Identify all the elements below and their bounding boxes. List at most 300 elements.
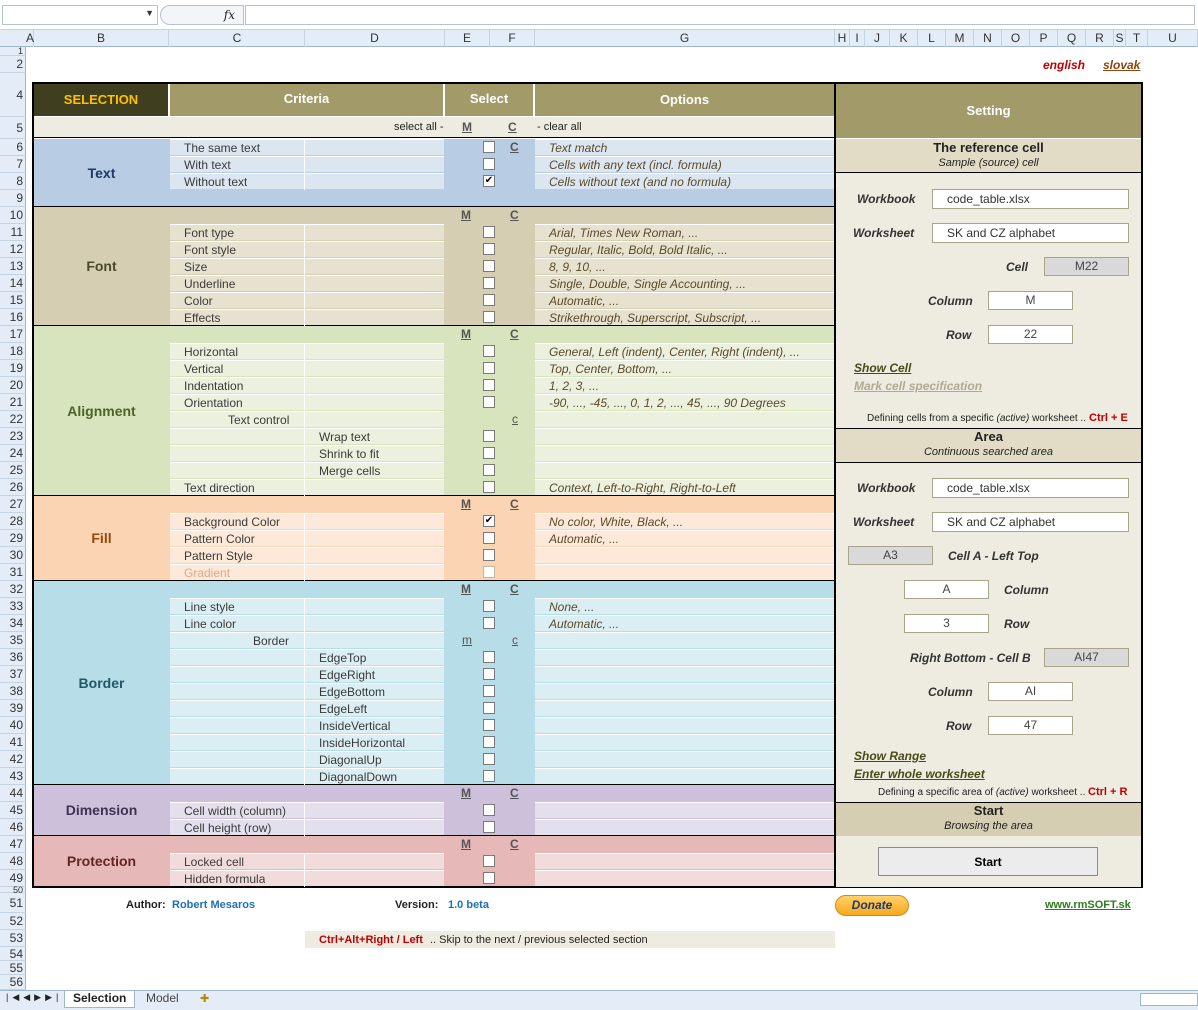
row-header-7[interactable]: 7 (0, 156, 26, 173)
row-header-27[interactable]: 27 (0, 496, 26, 513)
criteria-divider (304, 547, 305, 564)
row-header-15[interactable]: 15 (0, 292, 26, 309)
ref-worksheet-field[interactable]: SK and CZ alphabet (932, 223, 1129, 243)
criteria-divider (304, 717, 305, 734)
row-header-31[interactable]: 31 (0, 564, 26, 581)
criteria-divider (304, 377, 305, 394)
row-header-28[interactable]: 28 (0, 513, 26, 530)
criteria-divider (304, 853, 305, 870)
criteria-label: Line style (184, 600, 235, 614)
section-font-m-link[interactable]: M (461, 208, 471, 222)
criteria-divider (304, 462, 305, 479)
criteria-divider (304, 360, 305, 377)
criteria-label: Font type (184, 226, 235, 240)
option-text: Regular, Italic, Bold, Bold Italic, ... (549, 243, 728, 257)
criteria-cell-border-5 (170, 683, 444, 699)
ref-column-label: Column (928, 294, 973, 308)
criteria-label: Text control (228, 413, 290, 427)
criteria-divider (304, 751, 305, 768)
criteria-label: Pattern Style (184, 549, 253, 563)
criteria-divider (304, 615, 305, 632)
column-header-G[interactable]: G (535, 30, 835, 47)
clear-all-link[interactable]: - clear all (537, 121, 582, 133)
option-cell-alignment-6 (535, 445, 834, 461)
criteria-label: Gradient (184, 566, 231, 580)
checkbox-text-0[interactable] (483, 141, 495, 153)
criteria-divider (304, 598, 305, 615)
criteria-label: EdgeTop (319, 651, 367, 665)
criteria-label: Underline (184, 277, 236, 291)
criteria-divider (304, 632, 305, 649)
row-header-24[interactable]: 24 (0, 445, 26, 462)
checkbox-alignment-3[interactable] (483, 396, 495, 408)
criteria-label: With text (184, 158, 231, 172)
row-header-10[interactable]: 10 (0, 207, 26, 224)
row-header-56[interactable]: 56 (0, 975, 26, 990)
option-text: Top, Center, Bottom, ... (549, 362, 672, 376)
group-c-link[interactable]: c (512, 412, 518, 426)
criteria-label: The same text (184, 141, 261, 155)
row-header-11[interactable]: 11 (0, 224, 26, 241)
ref-workbook-field[interactable]: code_table.xlsx (932, 189, 1129, 209)
formula-bar (0, 0, 1198, 30)
row-header-20[interactable]: 20 (0, 377, 26, 394)
row-header-35[interactable]: 35 (0, 632, 26, 649)
checkbox-border-3[interactable] (483, 651, 495, 663)
option-text: Cells without text (and no formula) (549, 175, 732, 189)
checkbox-font-3[interactable] (483, 277, 495, 289)
section-title-protection: Protection (66, 853, 137, 869)
section-protection-c-link[interactable]: C (510, 837, 519, 851)
criteria-divider (304, 734, 305, 751)
option-text: General, Left (indent), Center, Right (indent), ... (549, 345, 800, 359)
column-header-Q[interactable]: Q (1058, 30, 1086, 47)
cell-b-column-field[interactable]: AI (988, 682, 1073, 701)
shortcut-description: .. Skip to the next / previous selected section (430, 934, 648, 946)
criteria-header: Criteria (170, 84, 443, 116)
ref-cell-subtitle: Sample (source) cell (938, 157, 1039, 169)
criteria-label: Shrink to fit (319, 447, 380, 461)
name-box[interactable] (2, 5, 158, 25)
checkbox-fill-0[interactable]: ✔ (484, 515, 494, 526)
cell-a-row-field[interactable]: 3 (904, 614, 989, 633)
chevron-down-icon[interactable]: ▼ (145, 8, 154, 18)
criteria-divider (304, 768, 305, 785)
criteria-label: EdgeRight (319, 668, 376, 682)
column-header-U[interactable]: U (1148, 30, 1198, 47)
criteria-label: Indentation (184, 379, 244, 393)
option-cell-fill-3 (535, 564, 834, 580)
define-area-text: Defining a specific area of (878, 787, 994, 798)
criteria-cell-border-10 (170, 768, 444, 784)
ref-cell-field[interactable]: M22 (1044, 257, 1129, 276)
column-header-F[interactable]: F (490, 30, 535, 47)
column-header-S[interactable]: S (1114, 30, 1126, 47)
checkbox-border-9[interactable] (483, 753, 495, 765)
row-header-52[interactable]: 52 (0, 913, 26, 930)
section-title-dimension: Dimension (65, 802, 138, 818)
column-header-T[interactable]: T (1126, 30, 1148, 47)
checkbox-border-1[interactable] (483, 617, 495, 629)
column-header-E[interactable]: E (445, 30, 490, 47)
column-header-J[interactable]: J (865, 30, 890, 47)
area-subtitle: Continuous searched area (923, 446, 1054, 458)
criteria-label: DiagonalUp (319, 753, 382, 767)
checkbox-border-8[interactable] (483, 736, 495, 748)
option-cell-border-2 (535, 632, 834, 648)
checkbox-fill-1[interactable] (483, 532, 495, 544)
option-cell-dimension-0 (535, 802, 834, 818)
column-header-D[interactable]: D (305, 30, 445, 47)
slovak-link[interactable]: slovak (1103, 58, 1141, 72)
criteria-label: InsideHorizontal (319, 736, 406, 750)
checkbox-border-7[interactable] (483, 719, 495, 731)
section-border-m-link[interactable]: M (461, 582, 471, 596)
group-c-link[interactable]: c (512, 633, 518, 647)
section-title-font: Font (86, 258, 117, 274)
column-header-B[interactable]: B (34, 30, 169, 47)
criteria-divider (304, 292, 305, 309)
row-header-17[interactable]: 17 (0, 326, 26, 343)
row-header-2[interactable]: 2 (0, 56, 26, 73)
section-border-c-link[interactable]: C (510, 582, 519, 596)
criteria-cell-alignment-7 (170, 462, 444, 478)
donate-button[interactable]: Donate (835, 895, 909, 916)
row-header-5[interactable]: 5 (0, 117, 26, 139)
option-text: Text match (549, 141, 608, 155)
formula-input[interactable] (245, 5, 1195, 25)
option-text: -90, ..., -45, ..., 0, 1, 2, ..., 45, ..., 90 Degrees (549, 396, 786, 410)
criteria-divider (304, 564, 305, 581)
option-cell-fill-2 (535, 547, 834, 563)
row-header-12[interactable]: 12 (0, 241, 26, 258)
cell-b-column-label: Column (928, 685, 973, 699)
column-header-N[interactable]: N (974, 30, 1002, 47)
row-header-53[interactable]: 53 (0, 930, 26, 947)
define-area-worksheet-word: worksheet .. (1031, 787, 1086, 798)
section-title-text: Text (87, 165, 116, 181)
column-header-C[interactable]: C (170, 30, 305, 47)
option-text: Single, Double, Single Accounting, ... (549, 277, 747, 291)
criteria-label: Line color (184, 617, 237, 631)
section-alignment-c-link[interactable]: C (510, 327, 519, 341)
criteria-cell-alignment-4 (170, 411, 444, 427)
column-header-A[interactable]: A (26, 31, 35, 45)
criteria-divider (304, 139, 305, 156)
checkbox-text-1[interactable] (483, 158, 495, 170)
criteria-divider (304, 156, 305, 173)
criteria-divider (304, 700, 305, 717)
ref-worksheet-label: Worksheet (853, 226, 915, 240)
criteria-divider (304, 530, 305, 547)
ref-column-field[interactable]: M (988, 291, 1073, 310)
checkbox-font-2[interactable] (483, 260, 495, 272)
criteria-label: Size (184, 260, 208, 274)
option-text: Cells with any text (incl. formula) (549, 158, 722, 172)
selection-header: SELECTION (34, 84, 168, 116)
criteria-cell-border-2 (170, 632, 444, 648)
checkbox-alignment-2[interactable] (483, 379, 495, 391)
criteria-label: Orientation (184, 396, 243, 410)
criteria-label: Wrap text (319, 430, 371, 444)
row-header-44[interactable]: 44 (0, 785, 26, 802)
english-link[interactable]: english (1043, 58, 1086, 72)
checkbox-alignment-7[interactable] (483, 464, 495, 476)
options-header: Options (535, 84, 834, 116)
row-header-25[interactable]: 25 (0, 462, 26, 479)
cell-a-column-label: Column (1004, 583, 1049, 597)
select-all-label: select all - (394, 121, 444, 133)
option-cell-border-4 (535, 666, 834, 682)
criteria-label: Locked cell (184, 855, 245, 869)
checkbox-text-2[interactable]: ✔ (484, 175, 494, 186)
cell-b-row-field[interactable]: 47 (988, 716, 1073, 735)
checkbox-fill-3[interactable] (483, 566, 495, 578)
option-text: None, ... (549, 600, 595, 614)
option-text: 1, 2, 3, ... (549, 379, 600, 393)
cell-a-column-field[interactable]: A (904, 580, 989, 599)
option-cell-border-6 (535, 700, 834, 716)
enter-whole-worksheet-link[interactable]: Enter whole worksheet (854, 767, 985, 781)
criteria-divider (304, 683, 305, 700)
criteria-cell-border-4 (170, 666, 444, 682)
row-header-49[interactable]: 49 (0, 870, 26, 887)
row-header-55[interactable]: 55 (0, 961, 26, 975)
checkbox-border-4[interactable] (483, 668, 495, 680)
row-header-54[interactable]: 54 (0, 947, 26, 961)
checkbox-fill-2[interactable] (483, 549, 495, 561)
sheet-tab-bar (0, 990, 1198, 1010)
area-worksheet-label: Worksheet (853, 515, 915, 529)
row-header-51[interactable]: 51 (0, 893, 26, 913)
row-header-bar (0, 47, 26, 990)
select-all-m-link[interactable]: M (462, 120, 472, 134)
fx-icon[interactable]: fx (223, 8, 235, 22)
section-title-border: Border (78, 675, 125, 691)
criteria-divider (304, 173, 305, 190)
row-header-30[interactable]: 30 (0, 547, 26, 564)
option-text: Automatic, ... (549, 532, 620, 546)
row-header-4[interactable]: 4 (0, 73, 26, 117)
section-fill-c-link[interactable]: C (510, 497, 519, 511)
checkbox-dimension-1[interactable] (483, 821, 495, 833)
criteria-divider (304, 428, 305, 445)
criteria-divider (304, 819, 305, 836)
column-header-K[interactable]: K (890, 30, 918, 47)
checkbox-protection-0[interactable] (483, 855, 495, 867)
shortcut-ctrl-r: Ctrl + R (1088, 786, 1128, 798)
row-header-50[interactable]: 50 (0, 887, 26, 893)
ref-row-field[interactable]: 22 (988, 325, 1073, 344)
checkbox-font-0[interactable] (483, 226, 495, 238)
horizontal-scrollbar[interactable] (1140, 993, 1198, 1006)
criteria-divider (304, 258, 305, 275)
row-header-38[interactable]: 38 (0, 683, 26, 700)
section-font-c-link[interactable]: C (510, 208, 519, 222)
checkbox-font-5[interactable] (483, 311, 495, 323)
checkbox-alignment-8[interactable] (483, 481, 495, 493)
row-header-45[interactable]: 45 (0, 802, 26, 819)
checkbox-protection-1[interactable] (483, 872, 495, 884)
row-header-34[interactable]: 34 (0, 615, 26, 632)
criteria-label: Color (184, 294, 213, 308)
section-dimension-c-link[interactable]: C (510, 786, 519, 800)
criteria-divider (304, 241, 305, 258)
cell-a-field[interactable]: A3 (848, 546, 933, 565)
show-cell-link[interactable]: Show Cell (854, 361, 912, 375)
criteria-label: Vertical (184, 362, 224, 376)
checkbox-font-1[interactable] (483, 243, 495, 255)
area-workbook-label: Workbook (857, 481, 916, 495)
row-header-1[interactable]: 1 (0, 47, 26, 56)
row-header-26[interactable]: 26 (0, 479, 26, 496)
row-header-43[interactable]: 43 (0, 768, 26, 785)
cell-b-field[interactable]: AI47 (1044, 648, 1129, 667)
option-cell-border-5 (535, 683, 834, 699)
row-header-6[interactable]: 6 (0, 139, 26, 156)
criteria-label: Font style (184, 243, 237, 257)
criteria-label: Pattern Color (184, 532, 255, 546)
row-header-23[interactable]: 23 (0, 428, 26, 445)
option-cell-protection-0 (535, 853, 834, 869)
row-header-41[interactable]: 41 (0, 734, 26, 751)
column-header-R[interactable]: R (1086, 30, 1114, 47)
author-name: Robert Mesaros (172, 899, 256, 911)
cell-a-label: Cell A - Left Top (948, 549, 1039, 563)
criteria-cell-border-9 (170, 751, 444, 767)
criteria-divider (304, 309, 305, 326)
ref-row-label: Row (946, 328, 972, 342)
option-text: Automatic, ... (549, 294, 620, 308)
row-header-42[interactable]: 42 (0, 751, 26, 768)
tab-selection[interactable]: Selection (64, 991, 135, 1008)
column-header-O[interactable]: O (1002, 30, 1030, 47)
section-text-c-link[interactable]: C (510, 140, 519, 154)
criteria-divider (304, 802, 305, 819)
mark-cell-spec-link[interactable]: Mark cell specification (854, 379, 983, 393)
insert-sheet-icon[interactable]: ✚ (200, 993, 210, 1005)
row-header-46[interactable]: 46 (0, 819, 26, 836)
criteria-label: Horizontal (184, 345, 239, 359)
row-header-29[interactable]: 29 (0, 530, 26, 547)
row-header-21[interactable]: 21 (0, 394, 26, 411)
option-cell-border-8 (535, 734, 834, 750)
define-area-note (878, 787, 1085, 798)
shortcut-keys: Ctrl+Alt+Right / Left (319, 934, 423, 946)
section-title-alignment: Alignment (67, 403, 136, 419)
column-header-I[interactable]: I (850, 30, 865, 47)
define-active-word: (active) (996, 413, 1030, 424)
group-m-link[interactable]: m (462, 633, 472, 647)
checkbox-border-10[interactable] (483, 770, 495, 782)
row-header-22[interactable]: 22 (0, 411, 26, 428)
section-fill-m-link[interactable]: M (461, 497, 471, 511)
start-button[interactable]: Start (878, 847, 1098, 876)
function-button-area[interactable] (160, 5, 244, 25)
row-header-48[interactable]: 48 (0, 853, 26, 870)
row-header-19[interactable]: 19 (0, 360, 26, 377)
row-header-32[interactable]: 32 (0, 581, 26, 598)
section-protection-m-link[interactable]: M (461, 837, 471, 851)
row-header-47[interactable]: 47 (0, 836, 26, 853)
criteria-divider (304, 479, 305, 496)
criteria-label: Effects (184, 311, 221, 325)
row-header-8[interactable]: 8 (0, 173, 26, 190)
checkbox-border-5[interactable] (483, 685, 495, 697)
select-all-c-link[interactable]: C (508, 120, 517, 134)
section-alignment-m-link[interactable]: M (461, 327, 471, 341)
criteria-divider (304, 445, 305, 462)
version-label: Version: (395, 899, 439, 911)
criteria-label: Background Color (184, 515, 281, 529)
criteria-divider (304, 649, 305, 666)
option-cell-border-3 (535, 649, 834, 665)
row-header-13[interactable]: 13 (0, 258, 26, 275)
criteria-label: Merge cells (319, 464, 381, 478)
panel-divider (834, 84, 836, 887)
option-text: Arial, Times New Roman, ... (549, 226, 699, 240)
checkbox-border-0[interactable] (483, 600, 495, 612)
criteria-divider (304, 343, 305, 360)
criteria-label: EdgeBottom (319, 685, 386, 699)
checkbox-border-6[interactable] (483, 702, 495, 714)
column-header-H[interactable]: H (835, 30, 850, 47)
checkbox-alignment-5[interactable] (483, 430, 495, 442)
option-text: Strikethrough, Superscript, Subscript, ... (549, 311, 762, 325)
criteria-divider (304, 666, 305, 683)
tab-model[interactable]: Model (138, 991, 187, 1008)
checkbox-dimension-0[interactable] (483, 804, 495, 816)
checkbox-font-4[interactable] (483, 294, 495, 306)
criteria-label: EdgeLeft (319, 702, 368, 716)
checkbox-alignment-6[interactable] (483, 447, 495, 459)
option-cell-alignment-4 (535, 411, 834, 427)
checkbox-alignment-1[interactable] (483, 362, 495, 374)
column-header-M[interactable]: M (946, 30, 974, 47)
option-cell-dimension-1 (535, 819, 834, 835)
criteria-cell-alignment-6 (170, 445, 444, 461)
show-range-link[interactable]: Show Range (854, 749, 927, 763)
option-cell-alignment-7 (535, 462, 834, 478)
cell-b-row-label: Row (946, 719, 972, 733)
site-link[interactable]: www.rmSOFT.sk (1045, 899, 1131, 911)
option-text: 8, 9, 10, ... (549, 260, 606, 274)
row-header-37[interactable]: 37 (0, 666, 26, 683)
row-header-18[interactable]: 18 (0, 343, 26, 360)
criteria-divider (304, 394, 305, 411)
section-dimension-m-link[interactable]: M (461, 786, 471, 800)
row-header-9[interactable]: 9 (0, 190, 26, 207)
area-workbook-field[interactable]: code_table.xlsx (932, 478, 1129, 498)
column-header-L[interactable]: L (918, 30, 946, 47)
section-title-fill: Fill (91, 530, 112, 546)
row-header-39[interactable]: 39 (0, 700, 26, 717)
row-header-14[interactable]: 14 (0, 275, 26, 292)
column-header-P[interactable]: P (1030, 30, 1058, 47)
row-header-16[interactable]: 16 (0, 309, 26, 326)
criteria-label: InsideVertical (319, 719, 391, 733)
row-header-40[interactable]: 40 (0, 717, 26, 734)
row-header-36[interactable]: 36 (0, 649, 26, 666)
checkbox-alignment-0[interactable] (483, 345, 495, 357)
row-header-33[interactable]: 33 (0, 598, 26, 615)
criteria-divider (304, 870, 305, 887)
criteria-divider (304, 411, 305, 428)
cell-b-label: Right Bottom - Cell B (910, 651, 1031, 665)
author-label: Author: (126, 899, 166, 911)
area-worksheet-field[interactable]: SK and CZ alphabet (932, 512, 1129, 532)
tab-scroll-arrows-icon[interactable]: |◀◀▶▶| (6, 992, 63, 1002)
